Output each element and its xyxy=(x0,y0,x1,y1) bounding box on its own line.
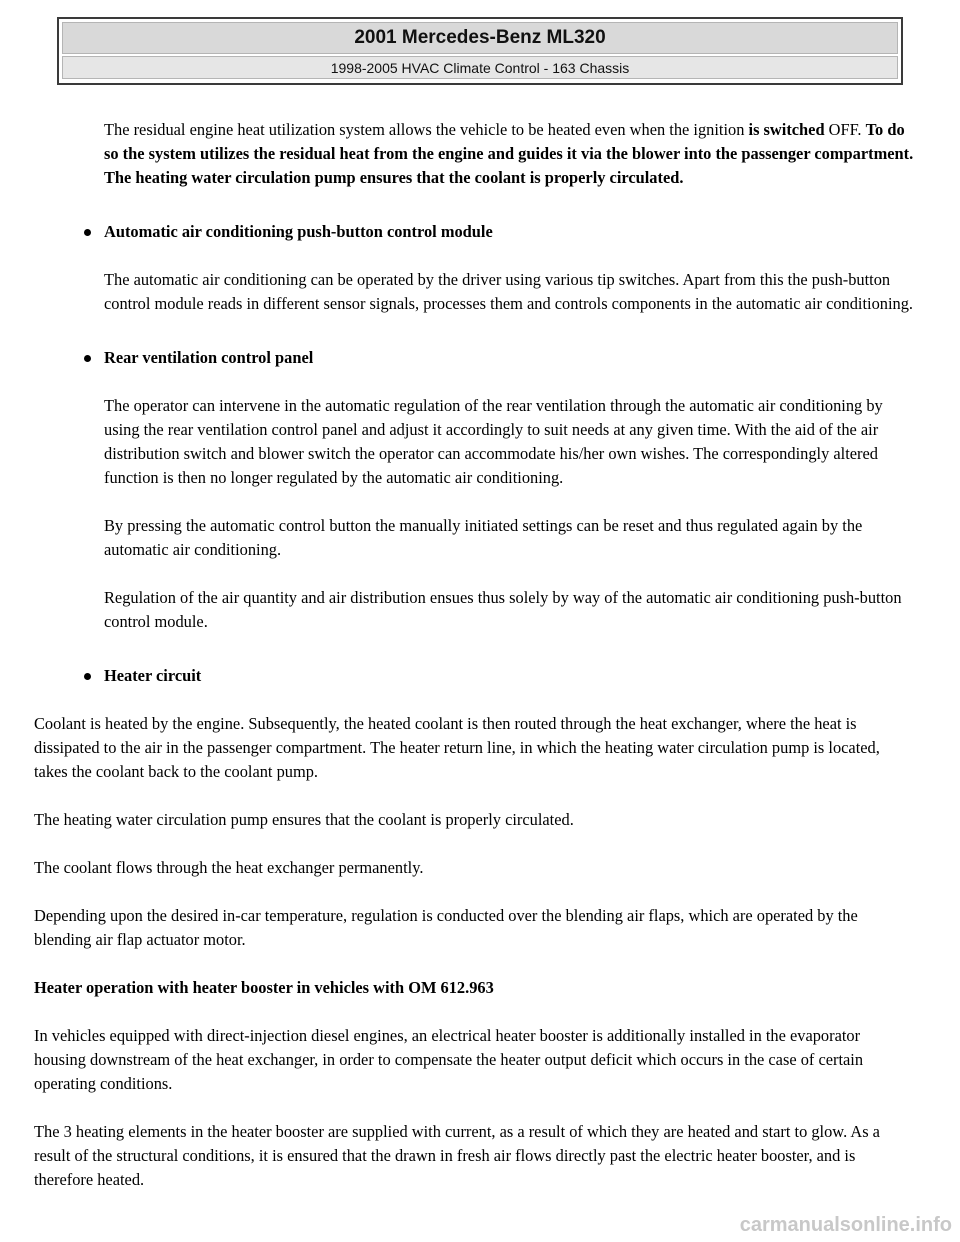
text-segment: The residual engine heat utilization system allows the vehicle to be heated even when the ignition xyxy=(104,120,749,139)
paragraph-rear-vent-2: By pressing the automatic control button the manually initiated settings can be reset and thus regulated again by the automatic air conditioning. xyxy=(104,516,863,559)
footer-watermark: carmanualsonline.info xyxy=(739,1214,952,1236)
paragraph-heater-1: Coolant is heated by the engine. Subsequently, the heated coolant is then routed through the heat exchanger, where the heat is dissipated to the air in the passenger compartment. The heater return line, in which the heating water circulation pump is located, takes the coolant back to the coolant pump. xyxy=(34,714,880,781)
paragraph-rear-vent-1: The operator can intervene in the automatic regulation of the rear ventilation through the automatic air conditioning by using the rear ventilation control panel and adjust it accordingly to suit needs at any given time. With the aid of the air distribution switch and blower switch the operator can accommodate his/her own wishes. The correspondingly altered function is then no longer regulated by the automatic air conditioning. xyxy=(104,396,883,487)
text-segment-bold: is switched xyxy=(748,120,825,139)
text-segment: OFF. xyxy=(824,120,866,139)
bullet-heading-heater: Heater circuit xyxy=(34,664,914,688)
document-body xyxy=(34,118,914,1192)
text-segment-bold: To do so the system utilizes the residual heat from the engine and guides it via the blower into the passenger compartment. The heating water circulation pump ensures that the coolant is properly circulated. xyxy=(104,120,914,187)
document-title: 2001 Mercedes-Benz ML320 xyxy=(62,22,898,54)
paragraph-residual-heat xyxy=(34,118,914,190)
document-subtitle: 1998-2005 HVAC Climate Control - 163 Chassis xyxy=(62,56,898,79)
paragraph-heater-2: The heating water circulation pump ensures that the coolant is properly circulated. xyxy=(34,810,574,829)
bullet-heading-rear-vent: Rear ventilation control panel xyxy=(34,346,914,370)
paragraph-booster-2: The 3 heating elements in the heater booster are supplied with current, as a result of which they are heated and start to glow. As a result of the structural conditions, it is ensured that the drawn in fresh air flows directly past the electric heater booster, and is therefore heated. xyxy=(34,1122,880,1189)
paragraph-rear-vent-3: Regulation of the air quantity and air distribution ensues thus solely by way of the automatic air conditioning push-button control module. xyxy=(104,588,902,631)
paragraph-auto-ac: The automatic air conditioning can be operated by the driver using various tip switches. Apart from this the push-button control module reads in different sensor signals, processes them and controls components in the automatic air conditioning. xyxy=(104,270,914,313)
paragraph-heater-4: Depending upon the desired in-car temperature, regulation is conducted over the blending air flaps, which are operated by the blending air flap actuator motor. xyxy=(34,906,858,949)
paragraph-heater-3: The coolant flows through the heat exchanger permanently. xyxy=(34,858,424,877)
section-heading-booster: Heater operation with heater booster in vehicles with OM 612.963 xyxy=(34,978,494,997)
page-header xyxy=(57,17,903,85)
bullet-heading-auto-ac: Automatic air conditioning push-button control module xyxy=(34,220,914,244)
paragraph-booster-1: In vehicles equipped with direct-injection diesel engines, an electrical heater booster is additionally installed in the evaporator housing downstream of the heat exchanger, in order to compensate the heater output deficit which occurs in the case of certain operating conditions. xyxy=(34,1026,864,1093)
